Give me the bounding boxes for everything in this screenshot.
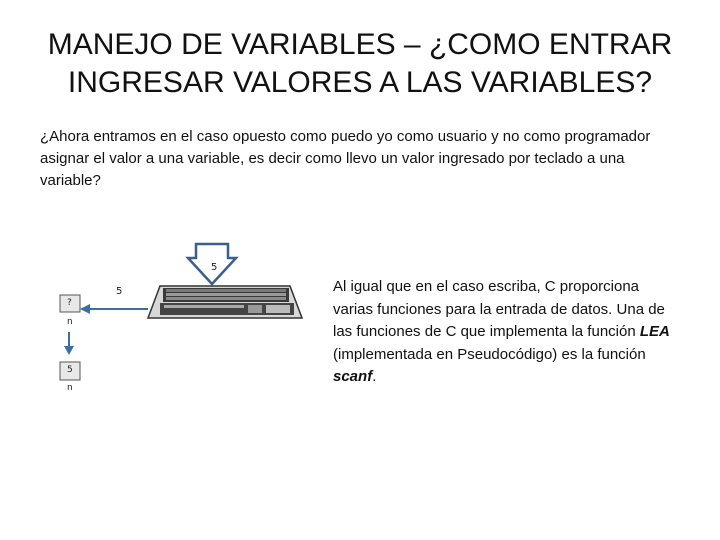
side-text-part2: (implementada en Pseudocódigo) es la función xyxy=(333,345,646,363)
lea-term: LEA xyxy=(639,323,670,340)
vertical-arrow-icon xyxy=(64,332,74,355)
variable-after-value: 5 xyxy=(67,365,73,375)
title-line-2: INGRESAR VALORES A LAS VARIABLES? xyxy=(67,66,653,99)
side-text-part3: . xyxy=(372,368,377,385)
side-paragraph xyxy=(333,276,678,389)
keyboard-icon xyxy=(148,286,302,318)
intro-paragraph: ¿Ahora entramos en el caso opuesto como puedo yo como usuario y no como programador asignar el valor a una variable, es decir como llevo un valor ingresado por teclado a una variable? xyxy=(40,128,651,189)
variable-before-value: ? xyxy=(67,298,72,308)
variable-before-name: n xyxy=(67,317,73,327)
scanf-term: scanf xyxy=(333,368,373,385)
key-value-label: 5 xyxy=(211,262,218,273)
left-arrow-icon xyxy=(80,304,148,314)
flow-value-label: 5 xyxy=(116,286,123,297)
side-text-part1: Al igual que en el caso escriba, C proporciona varias funciones para la entrada de datos. Una de las funciones de C que implementa la función xyxy=(333,278,665,340)
variable-after-name: n xyxy=(67,383,73,393)
title-line-1: MANEJO DE VARIABLES – ¿COMO ENTRAR xyxy=(47,28,673,61)
